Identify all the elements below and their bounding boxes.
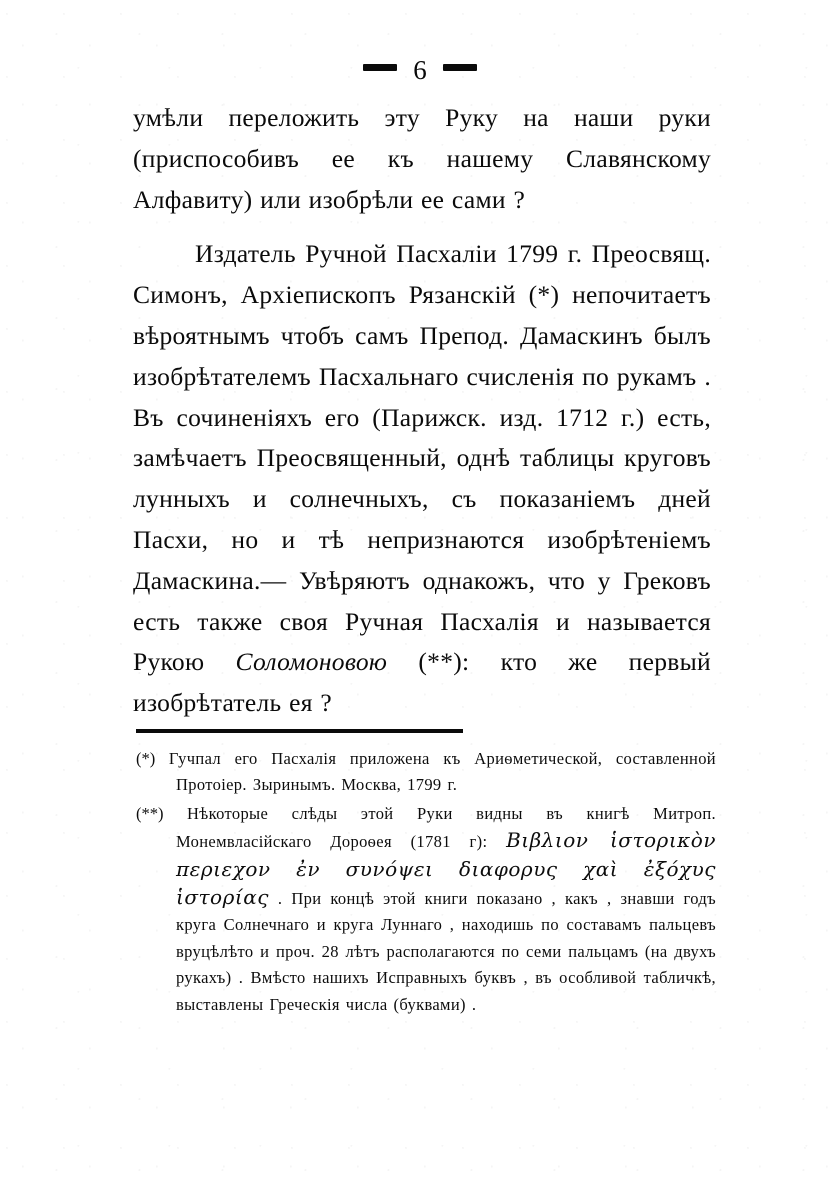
paragraph-2-lead: Издатель Ручной Пасхаліи 1799 г. Преосвящ. Симонъ, Архіепископъ Рязанскій (*) непочитаетъ вѣроятнымъ чтобъ самъ Препод. Дамаскинъ былъ изобрѣтателемъ Пасхальнаго счисленія по рукамъ . Въ сочиненіяхъ его (Парижск. изд. 1712 г.) есть, замѣчаетъ Преосвященный, однѣ таблицы круговъ лунныхъ и солнечныхъ, съ показаніемъ дней Пасхи, но и тѣ непризнаются изобрѣтеніемъ Дамаскина.— Увѣряютъ однакожъ, что у Грековъ есть также своя Ручная Пасхалія и называется Рукою: [133, 239, 711, 677]
footnote-1-marker: (*): [136, 749, 156, 768]
footnote-2: [136, 801, 716, 1018]
page-number: 6: [413, 55, 427, 85]
folio-rule-left-icon: [363, 64, 397, 71]
footnote-2-marker: (**): [136, 803, 164, 823]
footnote-1: [136, 746, 716, 799]
italic-term-solomonovoyu: Соломоновою: [235, 647, 388, 677]
paragraph-1: умѣли переложить эту Руку на наши руки (приспособивъ ее къ нашему Славянскому Алфавиту) или изобрѣли ее сами ?: [133, 103, 711, 214]
footnote-1-text: Гучпал его Пасхалія приложена къ Ариѳметической, составленной Протоіер. Зыринымъ. Москва, 1799 г.: [155, 749, 716, 795]
footnote-2-text-part-2: . При концѣ этой книги показано , какъ , знавши годъ круга Солнечнаго и круга Луннаго , находишь по составамъ пальцевъ вруцѣлѣто и проч. 28 лѣтъ располагаются по семи пальцамъ (на двухъ рукахъ) . Вмѣсто нашихъ Исправныхъ буквъ , въ особливой табличкѣ, выставлены Греческія числа (буквами) .: [176, 889, 716, 1014]
footnote-2-text-part-1: Нѣкоторые слѣды этой Руки видны въ книгѣ Митроп. Монемвласійскаго Дороѳея (1781 г):: [163, 803, 716, 852]
footnotes-block: [136, 746, 716, 1018]
paragraph-2-tail: (**): кто же первый изобрѣтатель ея ?: [133, 647, 711, 718]
footnote-separator-rule: [136, 729, 463, 733]
footnote-2-greek-title: Βιβλιον ἱστορικὸν περιεχον ἐν συνόψει διαφορυς χαὶ ἐξόχυς ἱστορίας: [176, 828, 716, 910]
paragraph-2: [133, 234, 711, 724]
folio-rule-right-icon: [443, 64, 477, 71]
page-header: [0, 55, 840, 89]
body-text-block: [133, 98, 711, 724]
